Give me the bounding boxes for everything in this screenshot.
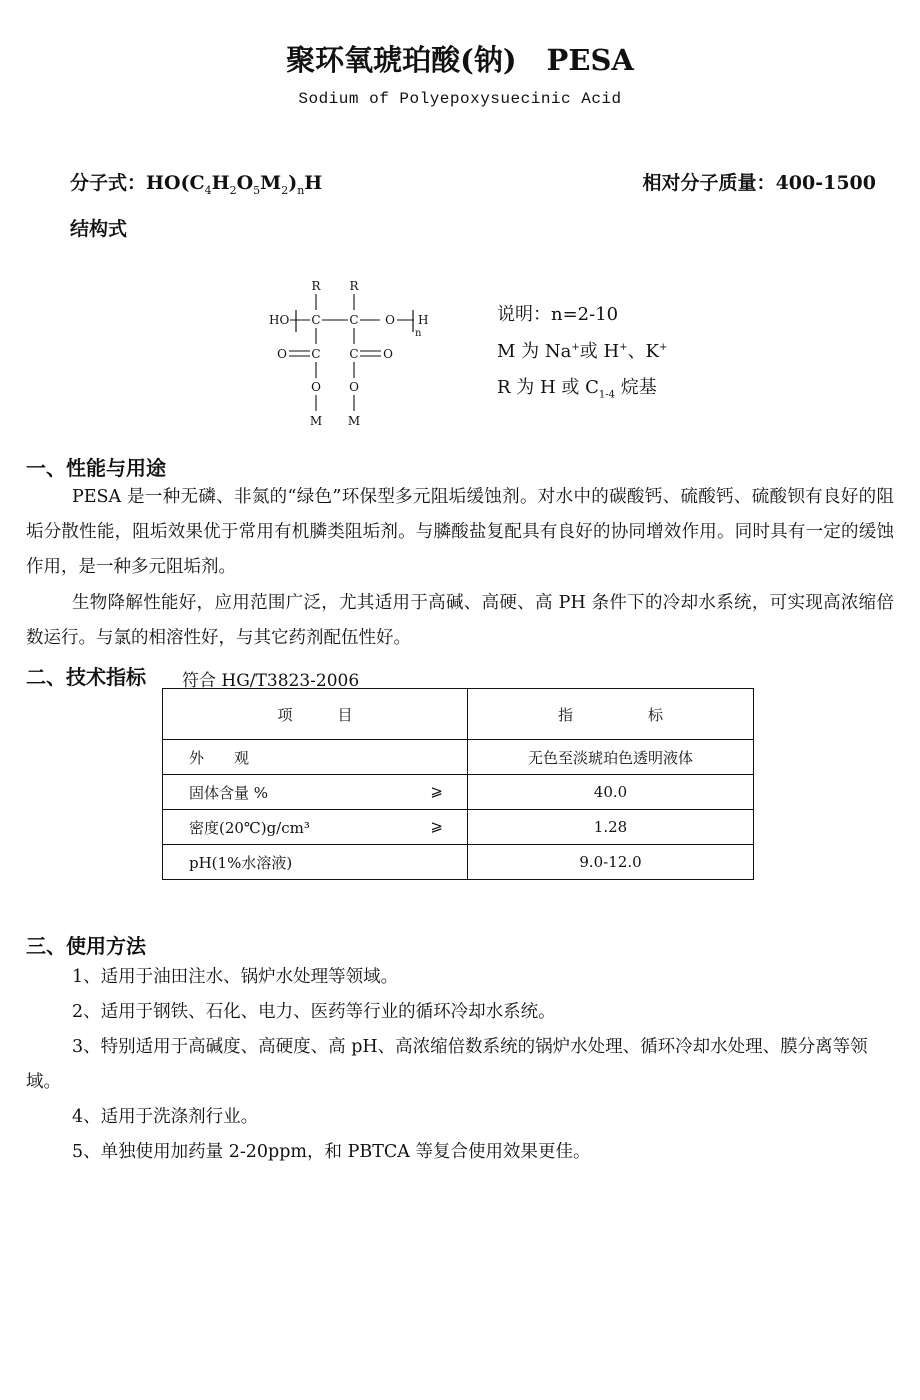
structural-formula xyxy=(262,276,452,436)
table-row xyxy=(163,775,754,810)
atom-o-right: O xyxy=(349,380,359,394)
atom-h-end: H xyxy=(418,313,429,327)
formula-sub: 2 xyxy=(229,183,237,197)
section-heading-usage: 三、使用方法 xyxy=(26,934,146,958)
note-text: 烷基 xyxy=(615,377,657,398)
formula-part: M xyxy=(260,172,282,194)
note-sup: + xyxy=(571,342,580,353)
paragraph-properties-1: PESA 是一种无磷、非氮的“绿色”环保型多元阻垢缓蚀剂。对水中的碳酸钙、硫酸钙、硫酸钡有良好的阻垢分散性能，阻垢效果优于常用有机膦类阻垢剂。与膦酸盐复配具有良好的协同增效作用。同时具有一定的缓蚀作用，是一种多元阻垢剂。 xyxy=(26,487,894,577)
usage-item-4: 4、适用于洗涤剂行业。 xyxy=(72,1107,259,1127)
spec-table xyxy=(162,688,754,880)
row-item xyxy=(163,740,468,775)
section-heading-properties: 一、性能与用途 xyxy=(26,456,166,480)
row-item xyxy=(163,845,468,880)
molecular-mass xyxy=(643,168,876,195)
formula-part: H xyxy=(304,172,323,194)
subscript-n: n xyxy=(415,328,422,339)
table-row xyxy=(163,845,754,880)
atom-o-chain: O xyxy=(385,313,395,327)
row-item xyxy=(163,810,468,845)
atom-c3: C xyxy=(311,347,321,361)
atom-r-left: R xyxy=(311,279,321,293)
formula-part: O xyxy=(236,172,254,194)
operator: ⩾ xyxy=(430,816,443,835)
note-text: 、K xyxy=(627,341,660,362)
note-text: R 为 H 或 C xyxy=(497,377,599,398)
row-value: 无色至淡琥珀色透明液体 xyxy=(468,740,754,775)
atom-c1: C xyxy=(311,313,321,327)
atom-o-left: O xyxy=(311,380,321,394)
usage-item-1: 1、适用于油田注水、锅炉水处理等领域。 xyxy=(72,967,399,987)
table-row xyxy=(163,810,754,845)
note-text: M 为 Na xyxy=(497,341,572,362)
usage-item-3: 3、特别适用于高碱度、高硬度、高 pH、高浓缩倍数系统的锅炉水处理、循环冷却水处理、膜分离等领域。 xyxy=(26,1037,868,1092)
table-header-row xyxy=(163,689,754,740)
note-sub: 1-4 xyxy=(598,389,616,401)
formula-part: ) xyxy=(288,172,298,194)
usage-item-5: 5、单独使用加药量 2-20ppm，和 PBTCA 等复合使用效果更佳。 xyxy=(72,1142,591,1162)
structure-note-r xyxy=(497,373,657,401)
mass-value: 400-1500 xyxy=(775,172,876,194)
structure-note-m xyxy=(497,337,667,363)
formula-sub: 4 xyxy=(204,183,212,197)
atom-m-left: M xyxy=(309,414,323,428)
formula-label: 分子式： xyxy=(70,172,147,194)
atom-r-right: R xyxy=(349,279,359,293)
title-english: PESA xyxy=(546,43,634,77)
note-sup: + xyxy=(619,342,628,353)
item-label: 固体含量 % xyxy=(189,783,269,802)
atom-c4: C xyxy=(349,347,359,361)
page-title xyxy=(0,38,920,79)
table-row xyxy=(163,740,754,775)
structure-label: 结构式 xyxy=(70,218,128,240)
row-value: 40.0 xyxy=(468,775,754,810)
paragraph-properties-2: 生物降解性能好，应用范围广泛，尤其适用于高碱、高硬、高 PH 条件下的冷却水系统，可实现高浓缩倍数运行。与氯的相溶性好，与其它药剂配伍性好。 xyxy=(26,593,894,648)
usage-item-2: 2、适用于钢铁、石化、电力、医药等行业的循环冷却水系统。 xyxy=(72,1002,556,1022)
item-label: 密度(20℃)g/cm³ xyxy=(189,818,310,837)
formula-sub: 2 xyxy=(281,183,289,197)
item-label: pH(1%水溶液) xyxy=(189,853,293,872)
row-value: 9.0-12.0 xyxy=(468,845,754,880)
atom-c2: C xyxy=(349,313,359,327)
atom-m-right: M xyxy=(347,414,361,428)
note-sup: + xyxy=(659,342,668,353)
mass-label: 相对分子质量： xyxy=(642,172,776,194)
atom-ho: HO xyxy=(269,313,290,327)
header-item: 项 目 xyxy=(163,689,468,740)
atom-o-carbonyl-right: O xyxy=(383,347,393,361)
note-text: 或 H xyxy=(579,341,620,362)
atom-o-carbonyl-left: O xyxy=(277,347,287,361)
item-label: 外 观 xyxy=(189,748,250,767)
operator: ⩾ xyxy=(430,781,443,800)
standard-reference: 符合 HG/T3823-2006 xyxy=(182,671,360,691)
formula-sub: 5 xyxy=(253,183,261,197)
structure-note-n: 说明：n=2-10 xyxy=(497,304,619,325)
header-spec: 指 标 xyxy=(468,689,754,740)
formula-sub: n xyxy=(297,183,305,197)
section-heading-specs: 二、技术指标 xyxy=(26,665,146,689)
molecular-formula xyxy=(70,168,322,197)
formula-part: H xyxy=(211,172,230,194)
row-value: 1.28 xyxy=(468,810,754,845)
formula-part: HO(C xyxy=(146,172,205,194)
title-chinese: 聚环氧琥珀酸(钠) xyxy=(286,43,517,77)
page-subtitle: Sodium of Polyepoxysuecinic Acid xyxy=(298,90,622,108)
row-item xyxy=(163,775,468,810)
